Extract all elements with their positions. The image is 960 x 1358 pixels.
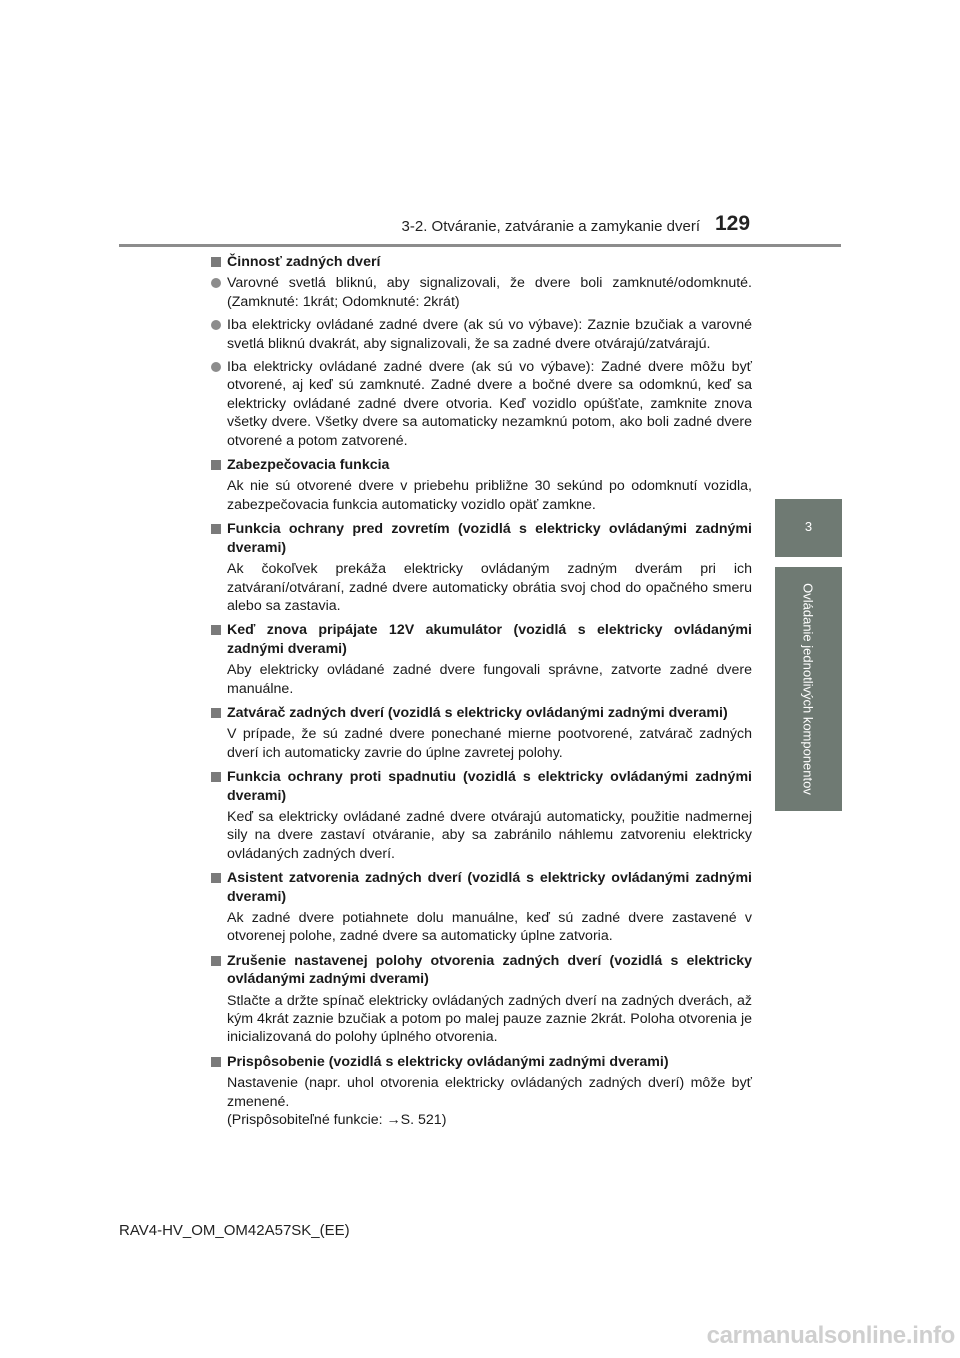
list-item: [209, 274, 752, 311]
section: [209, 869, 752, 946]
circle-bullet-icon: [211, 362, 221, 372]
circle-bullet-icon: [211, 320, 221, 330]
body-text: Stlačte a držte spínač elektricky ovládaných zadných dverí na zadných dverách, až kým 4krát zaznie bzučiak a potom po malej pauze zaznie 2krát. Poloha otvorenia je inicializovaná do polohy úplného otvorenia.: [227, 992, 752, 1046]
section-heading-text: Funkcia ochrany pred zovretím (vozidlá s elektricky ovládanými zadnými dverami): [227, 521, 752, 556]
section: [209, 952, 752, 1047]
body-text: (Prispôsobiteľné funkcie: →S. 521): [227, 1112, 447, 1129]
section-heading: [209, 768, 752, 805]
body-text: Ak nie sú otvorené dvere v priebehu približne 30 sekúnd po odomknutí vozidla, zabezpečovacia funkcia automaticky vozidlo opäť zamkne.: [227, 478, 752, 513]
body-text: Keď sa elektricky ovládané zadné dvere otvárajú automaticky, použitie nadmernej sily na dvere zastaví otváranie, aby sa zabránilo náhlemu zatvoreniu elektricky ovládaných zadných dverí.: [227, 808, 752, 862]
list-item-text: Varovné svetlá bliknú, aby signalizovali, že dvere boli zamknuté/odomknuté. (Zamknuté: 1krát; Odomknuté: 2krát): [227, 275, 752, 310]
section: [209, 1053, 752, 1130]
section-heading-text: Funkcia ochrany proti spadnutiu (vozidlá s elektricky ovládanými zadnými dverami): [227, 769, 752, 804]
square-bullet-icon: [211, 772, 221, 782]
section-heading: [209, 1053, 752, 1071]
section-heading-text: Keď znova pripájate 12V akumulátor (vozidlá s elektricky ovládanými zadnými dverami): [227, 622, 752, 657]
section-heading: [209, 456, 752, 474]
section-body: [209, 725, 752, 762]
header-divider: [119, 244, 841, 247]
section-heading: [209, 520, 752, 557]
square-bullet-icon: [211, 1057, 221, 1067]
list-item-text: Iba elektricky ovládané zadné dvere (ak sú vo výbave): Zadné dvere môžu byť otvorené, aj keď sú zamknuté. Zadné dvere a bočné dvere sa odomknú, keď sa elektricky ovládané zadné dvere otvoria. Keď vozidlo opúšťate, zamknite znova všetky dvere. Všetky dvere sa automaticky nezamknú potom, ako boli zadné dvere otvorené a potom zatvorené.: [227, 359, 752, 449]
section: [209, 456, 752, 514]
section-heading-text: Zabezpečovacia funkcia: [227, 457, 390, 474]
footer-document-code: RAV4-HV_OM_OM42A57SK_(EE): [119, 1222, 350, 1239]
running-header-section: 3-2. Otváranie, zatváranie a zamykanie dverí: [401, 218, 700, 235]
section-body: [209, 1074, 752, 1129]
section-heading-text: Asistent zatvorenia zadných dverí (vozidlá s elektricky ovládanými zadnými dverami): [227, 870, 752, 905]
square-bullet-icon: [211, 956, 221, 966]
chapter-number: 3: [804, 519, 813, 534]
square-bullet-icon: [211, 460, 221, 470]
section: [209, 520, 752, 615]
square-bullet-icon: [211, 873, 221, 883]
body-text: Aby elektricky ovládané zadné dvere fungovali správne, zatvorte zadné dvere manuálne.: [227, 662, 752, 697]
section: [209, 768, 752, 863]
section-heading: [209, 704, 752, 722]
section-heading: [209, 952, 752, 989]
square-bullet-icon: [211, 257, 221, 267]
page-content: [209, 253, 752, 1135]
section-body: [209, 477, 752, 514]
list-item: [209, 358, 752, 450]
watermark: carmanualsonline.info: [706, 1322, 955, 1349]
circle-bullet-icon: [211, 278, 221, 288]
section: [209, 704, 752, 762]
page-number: 129: [715, 212, 751, 235]
body-text: Nastavenie (napr. uhol otvorenia elektricky ovládaných zadných dverí) môže byť zmenené.: [227, 1075, 752, 1110]
square-bullet-icon: [211, 708, 221, 718]
section-heading-text: Zatvárač zadných dverí (vozidlá s elektricky ovládanými zadnými dverami): [227, 704, 728, 721]
section-body: [209, 560, 752, 615]
chapter-title: Ovládanie jednotlivých komponentov: [800, 583, 816, 795]
body-text: Ak čokoľvek prekáža elektricky ovládaným zadným dverám pri ich zatváraní/otváraní, zadné dvere automaticky obrátia svoj chod do opačného smeru alebo sa zastavia.: [227, 561, 752, 614]
square-bullet-icon: [211, 524, 221, 534]
list-item-text: Iba elektricky ovládané zadné dvere (ak sú vo výbave): Zaznie bzučiak a varovné svetlá bliknú dvakrát, aby signalizovali, že sa zadné dvere otvárajú/zatvárajú.: [227, 317, 752, 352]
section-heading: [209, 869, 752, 906]
section-body: [209, 661, 752, 698]
body-text: Ak zadné dvere potiahnete dolu manuálne, keď sú zadné dvere zastavené v otvorenej polohe, zadné dvere sa automaticky úplne zatvoria.: [227, 910, 752, 945]
list-item: [209, 316, 752, 353]
section-heading: [209, 621, 752, 658]
section-body: [209, 992, 752, 1047]
section-heading-text: Zrušenie nastavenej polohy otvorenia zadných dverí (vozidlá s elektricky ovládanými zadnými dverami): [227, 952, 752, 988]
square-bullet-icon: [211, 625, 221, 635]
section-heading: [209, 253, 752, 271]
section-heading-text: Prispôsobenie (vozidlá s elektricky ovládanými zadnými dverami): [227, 1053, 669, 1070]
section: [209, 253, 752, 450]
body-text: V prípade, že sú zadné dvere ponechané mierne pootvorené, zatvárač zadných dverí ich automaticky zavrie do úplne zavretej polohy.: [227, 726, 752, 761]
section-body: [209, 909, 752, 946]
section-body: [209, 808, 752, 863]
section: [209, 621, 752, 698]
section-heading-text: Činnosť zadných dverí: [227, 254, 381, 270]
